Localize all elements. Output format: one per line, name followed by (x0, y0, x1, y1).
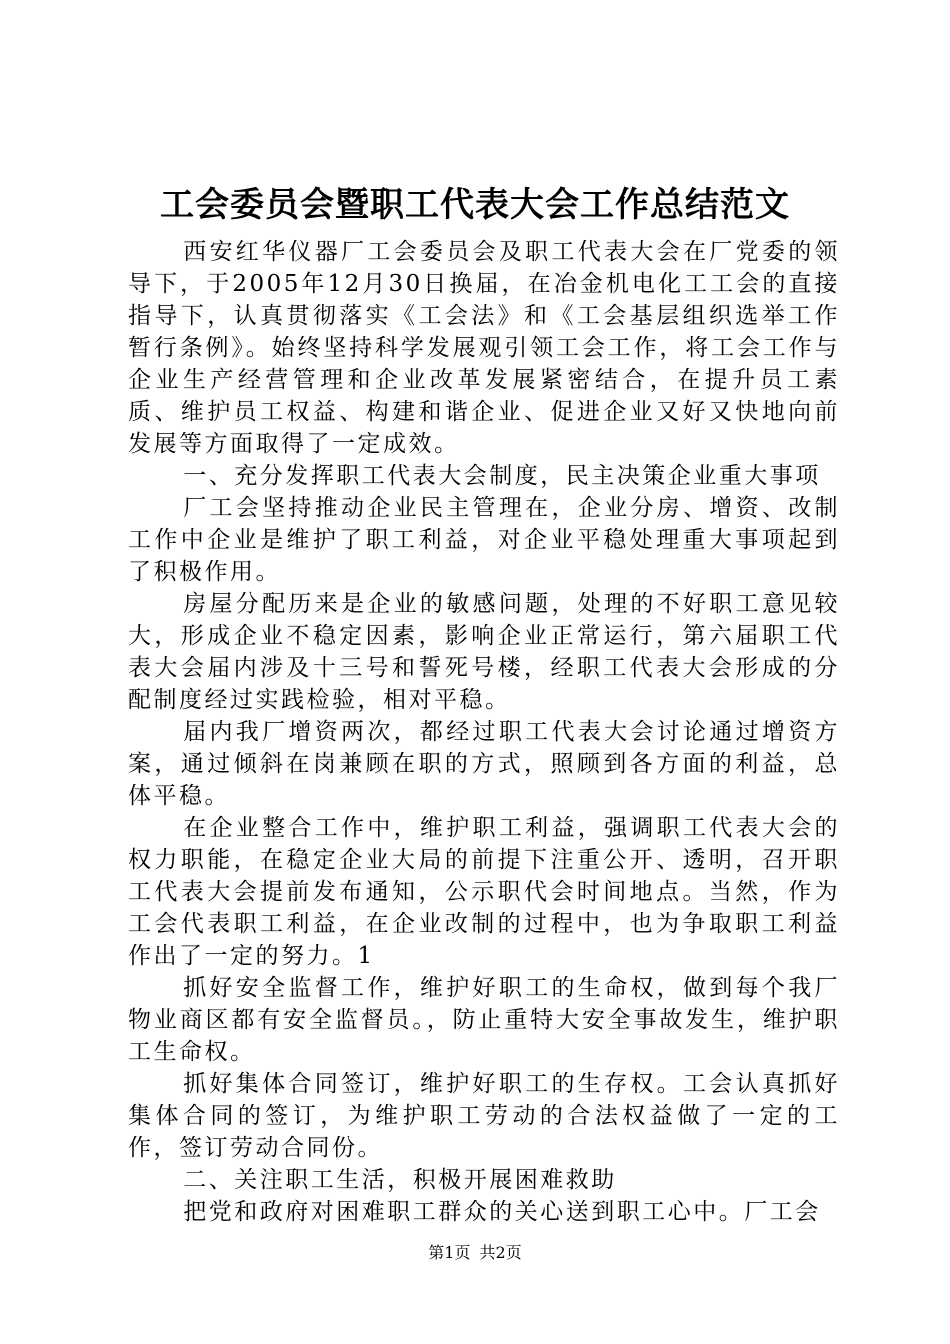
paragraph-salary: 届内我厂增资两次，都经过职工代表大会讨论通过增资方案，通过倾斜在岗兼顾在职的方式，照顾到各方面的利益，总体平稳。 (128, 719, 840, 809)
paragraph-contract: 抓好集体合同签订，维护好职工的生存权。工会认真抓好集体合同的签订，为维护职工劳动的合法权益做了一定的工作，签订劳动合同份。 (128, 1071, 840, 1161)
section-heading-1: 一、充分发挥职工代表大会制度，民主决策企业重大事项 (183, 463, 821, 489)
page-total: 共2页 (479, 1243, 522, 1262)
paragraph-integration: 在企业整合工作中，维护职工利益，强调职工代表大会的权力职能，在稳定企业大局的前提下注重公开、透明，召开职工代表大会提前发布通知，公示职代会时间地点。当然，作为工会代表职工利益，在企业改制的过程中，也为争取职工利益作出了一定的努力。1 (128, 815, 840, 969)
document-title: 工会委员会暨职工代表大会工作总结范文 (160, 185, 790, 225)
paragraph-housing: 房屋分配历来是企业的敏感问题，处理的不好职工意见较大，形成企业不稳定因素，影响企业正常运行，第六届职工代表大会届内涉及十三号和誓死号楼，经职工代表大会形成的分配制度经过实践检验，相对平稳。 (128, 591, 840, 713)
paragraph-safety: 抓好安全监督工作，维护好职工的生命权，做到每个我厂物业商区都有安全监督员。，防止重特大安全事故发生，维护职工生命权。 (128, 975, 840, 1065)
page-footer (0, 1242, 950, 1264)
paragraph-assistance: 把党和政府对困难职工群众的关心送到职工心中。厂工会 (183, 1199, 821, 1225)
page-number: 第1页 (428, 1243, 471, 1262)
paragraph-democratic-management: 厂工会坚持推动企业民主管理在，企业分房、增资、改制工作中企业是维护了职工利益，对企业平稳处理重大事项起到了积极作用。 (128, 495, 840, 585)
document-body (128, 236, 840, 1228)
section-heading-2: 二、关注职工生活，积极开展困难救助 (183, 1167, 617, 1193)
paragraph-intro: 西安红华仪器厂工会委员会及职工代表大会在厂党委的领导下，于2005年12月30日换届，在冶金机电化工工会的直接指导下，认真贯彻落实《工会法》和《工会基层组织选举工作暂行条例》。始终坚持科学发展观引领工会工作，将工会工作与企业生产经营管理和企业改革发展紧密结合，在提升员工素质、维护员工权益、构建和谐企业、促进企业又好又快地向前发展等方面取得了一定成效。 (128, 239, 840, 457)
